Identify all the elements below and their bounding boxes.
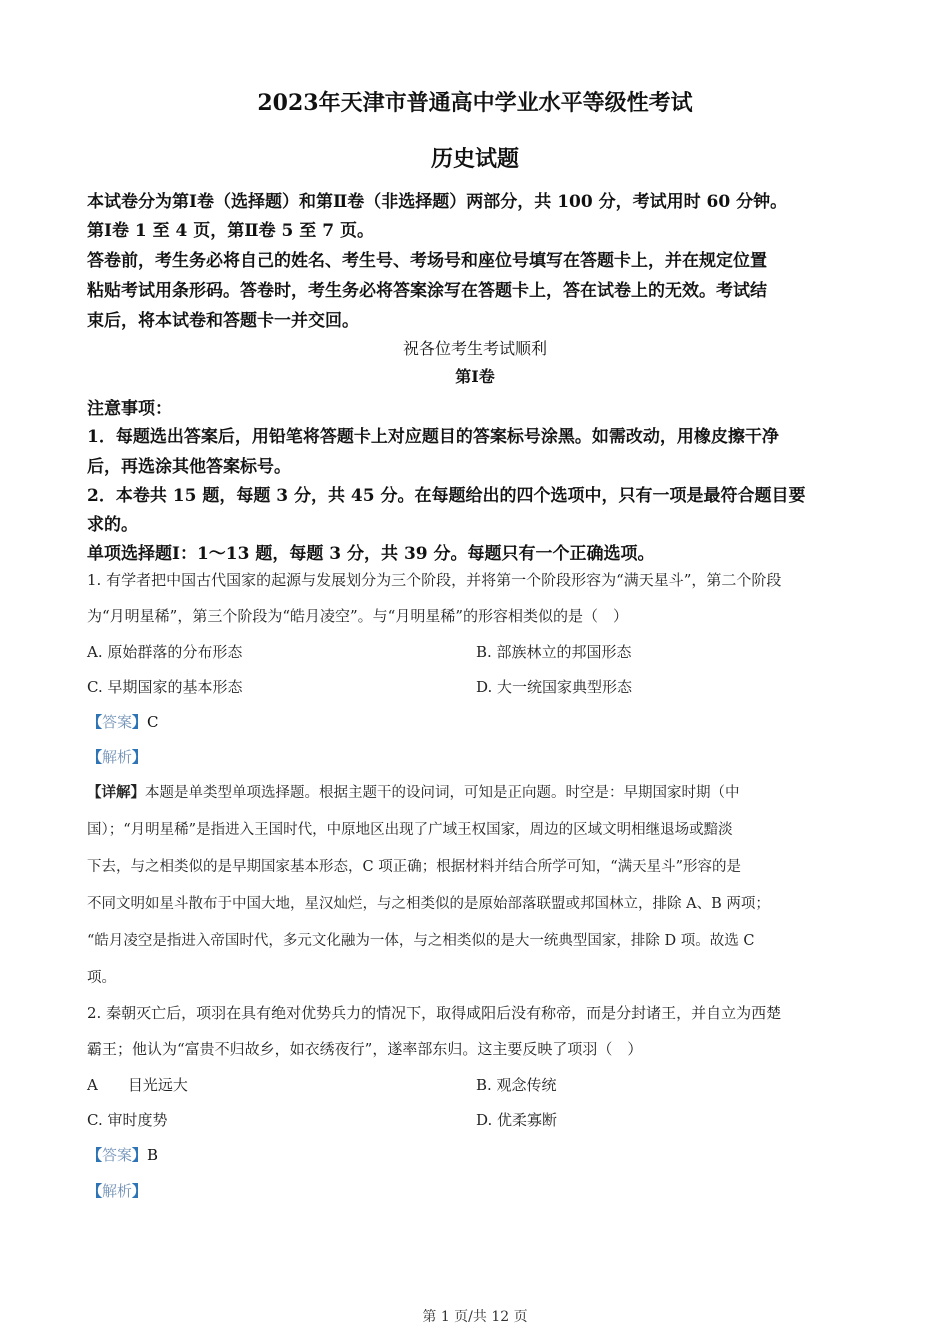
q2-stem-line-1: 2. 秦朝灭亡后，项羽在具有绝对优势兵力的情况下，取得咸阳后没有称帝，而是分封诸王，并自立为西楚	[87, 1004, 782, 1022]
intro-line-3: 答卷前，考生务必将自己的姓名、考生号、考场号和座位号填写在答题卡上，并在规定位置	[87, 251, 767, 271]
part-title: 第Ⅰ卷	[455, 367, 495, 386]
notes-heading: 注意事项：	[87, 399, 172, 419]
q1-detail-line-3: 下去，与之相类似的是早期国家基本形态，C 项正确；根据材料并结合所学可知，“满天星斗”形容的是	[87, 859, 742, 875]
notes-line-4: 求的。	[87, 515, 138, 535]
bracket-open: 【	[87, 1146, 103, 1164]
intro-line-4: 粘贴考试用条形码。答卷时，考生务必将答案涂写在答题卡上，答在试卷上的无效。考试结	[87, 281, 767, 301]
analysis-label: 解析	[102, 1182, 133, 1200]
q1-detail-line-6: 项。	[87, 970, 116, 986]
q2-answer	[87, 1144, 158, 1165]
notes-line-1: 1．每题选出答案后，用铅笔将答题卡上对应题目的答案标号涂黑。如需改动，用橡皮擦干净	[87, 427, 779, 447]
bracket-close: 】	[132, 748, 148, 766]
page-footer: 第 1 页/共 12 页	[422, 1309, 528, 1325]
q1-detail-line-5: “皓月凌空是指进入帝国时代，多元文化融为一体，与之相类似的是大一统典型国家，排除 D 项。故选 C	[87, 933, 755, 949]
bracket-open: 【	[87, 748, 103, 766]
q1-option-a: A. 原始群落的分布形态	[87, 643, 243, 661]
q1-detail-line-2: 国）；“月明星稀”是指进入王国时代，中原地区出现了广域王权国家，周边的区域文明相继退场或黯淡	[87, 822, 733, 838]
q1-detail-line-4: 不同文明如星斗散布于中国大地，星汉灿烂，与之相类似的是原始部落联盟或邦国林立，排除 A、B 两项；	[87, 896, 770, 912]
q1-analysis	[87, 746, 147, 767]
q1-stem-line-1: 1. 有学者把中国古代国家的起源与发展划分为三个阶段，并将第一个阶段形容为“满天星斗”，第二个阶段	[87, 571, 782, 589]
wish-text: 祝各位考生考试顺利	[402, 339, 547, 358]
section-heading: 单项选择题Ⅰ：1～13 题，每题 3 分，共 39 分。每题只有一个正确选项。	[87, 544, 655, 564]
q1-option-d: D. 大一统国家典型形态	[476, 678, 633, 696]
notes-line-2: 后，再选涂其他答案标号。	[87, 457, 291, 477]
bracket-close: 】	[132, 713, 148, 731]
q2-option-d: D. 优柔寡断	[476, 1111, 558, 1129]
answer-value: C	[147, 713, 159, 731]
q1-answer	[87, 711, 159, 732]
q1-detail-line-1: 【详解】本题是单类型单项选择题。根据主题干的设问词，可知是正向题。时空是：早期国家时期（中	[87, 784, 740, 801]
q2-analysis	[87, 1180, 147, 1201]
bracket-open: 【	[87, 713, 103, 731]
q2-stem-line-2: 霸王；他认为“富贵不归故乡，如衣绣夜行”，遂率部东归。这主要反映了项羽（ ）	[87, 1040, 643, 1058]
notes-line-3: 2．本卷共 15 题，每题 3 分，共 45 分。在每题给出的四个选项中，只有一项是最符合题目要	[87, 486, 806, 506]
exam-subtitle: 历史试题	[430, 146, 519, 172]
q1-stem-line-2: 为“月明星稀”，第三个阶段为“皓月凌空”。与“月明星稀”的形容相类似的是（ ）	[87, 607, 629, 625]
q1-option-b: B. 部族林立的邦国形态	[476, 643, 632, 661]
intro-line-1: 本试卷分为第Ⅰ卷（选择题）和第Ⅱ卷（非选择题）两部分，共 100 分，考试用时 60 分钟。	[87, 192, 788, 212]
exam-title: 2023年天津市普通高中学业水平等级性考试	[257, 90, 693, 116]
q2-option-c: C. 审时度势	[87, 1111, 168, 1129]
bracket-open: 【	[87, 1182, 103, 1200]
detail-label: 【详解】	[87, 784, 145, 801]
q2-option-b: B. 观念传统	[476, 1076, 557, 1094]
bracket-close: 】	[132, 1146, 148, 1164]
answer-label: 答案	[102, 1146, 133, 1164]
intro-line-2: 第Ⅰ卷 1 至 4 页，第Ⅱ卷 5 至 7 页。	[87, 221, 374, 241]
q1-option-c: C. 早期国家的基本形态	[87, 678, 243, 696]
answer-label: 答案	[102, 713, 133, 731]
intro-line-5: 束后，将本试卷和答题卡一并交回。	[87, 311, 359, 331]
bracket-close: 】	[132, 1182, 148, 1200]
answer-value: B	[147, 1146, 159, 1164]
q2-option-a: A 目光远大	[87, 1076, 188, 1094]
analysis-label: 解析	[102, 748, 133, 766]
